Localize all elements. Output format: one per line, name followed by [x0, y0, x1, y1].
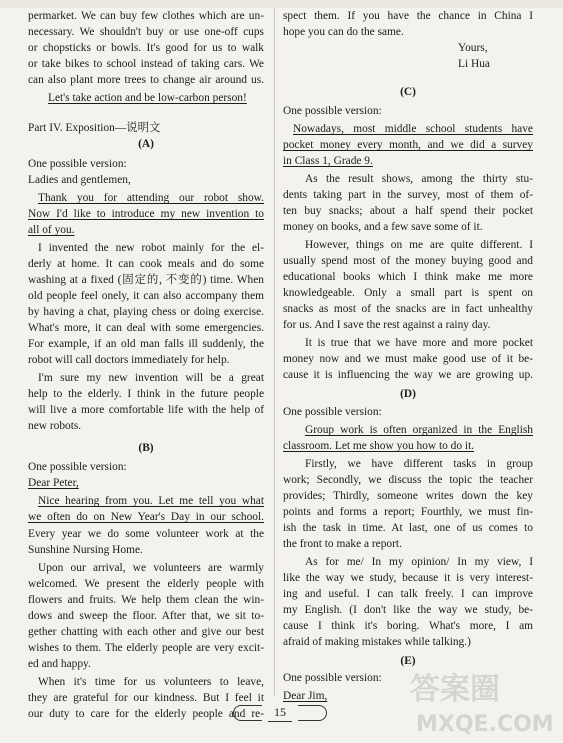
- left-column-line: One possible version:: [28, 158, 127, 170]
- left-column-line: When it's time for us volunteers to leave,: [38, 676, 264, 688]
- left-column-line: can also plant more trees to change air around us.: [28, 74, 264, 86]
- right-column-line: educational books which I think make me more: [283, 271, 533, 283]
- left-column-line: old people feel onely, it can also accompany them: [28, 290, 264, 302]
- right-column-line: for us. And I save the rest against a rainy day.: [283, 319, 491, 331]
- left-column-line: washing at a fixed (固定的, 不变的) time. When: [28, 274, 264, 286]
- right-column-line: ish the task in time. At last, one of us comes to: [283, 522, 533, 534]
- left-column-line: Every year we do some volunteer work at the: [28, 528, 264, 540]
- left-column-line: new robots.: [28, 420, 82, 432]
- left-column-line: For example, if an old man falls ill suddenly, the: [28, 338, 264, 350]
- right-column-line: (D): [400, 388, 416, 400]
- right-column-line: It is true that we have more and more pocket: [305, 337, 533, 349]
- left-column-line: welcomed. We present the elderly people with: [28, 578, 264, 590]
- watermark-text-cn: 答案圈: [410, 672, 500, 707]
- left-column-line: gether chatting with each other and give our best: [28, 626, 264, 638]
- right-column-line: (E): [400, 655, 416, 667]
- left-column-line: they are grateful for our kindness. But I feel it: [28, 692, 264, 704]
- left-column-line: Sunshine Nursing Home.: [28, 544, 143, 556]
- left-column-line: What's more, it can deal with some emergencies.: [28, 322, 264, 334]
- right-column-line: money now and we must make good use of it be-: [283, 353, 533, 365]
- right-column-line: Group work is often organized in the English: [305, 424, 533, 436]
- left-column-line: necessary. We shouldn't buy or use one-off cups: [28, 26, 264, 38]
- right-column-line: in Class 1, Grade 9.: [283, 155, 373, 167]
- left-column-line: by having a chat, playing chess or doing exercise.: [28, 306, 264, 318]
- right-column-line: As the result shows, among the thirty stu-: [305, 173, 533, 185]
- right-column-line: One possible version:: [283, 406, 382, 418]
- left-column-line: Dear Peter,: [28, 477, 79, 489]
- left-column-line: or take bikes to school instead of taking cars. We: [28, 58, 264, 70]
- right-column-line: afraid of making mistakes while talking.): [283, 636, 471, 648]
- right-column-line: snacks as most of the snacks are in fact unhealthy: [283, 303, 533, 315]
- left-column-line: permarket. We can buy few clothes which are un-: [28, 10, 264, 22]
- left-column-line: flowers and fruits. We help them clean the win-: [28, 594, 264, 606]
- right-column-line: work; Secondly, we discuss the topic the teacher: [283, 474, 533, 486]
- page-number: [233, 703, 327, 721]
- right-column-line: Firstly, we have different tasks in group: [305, 458, 533, 470]
- right-column-line: Dear Jim,: [283, 690, 328, 702]
- left-column-line: (A): [138, 138, 154, 150]
- left-column-line: Thank you for attending our robot show.: [38, 192, 264, 204]
- left-column-line: dows and sweep the floor. After that, we sit to-: [28, 610, 264, 622]
- right-column-line: Nowadays, most middle school students have: [293, 123, 533, 135]
- right-column-line: my English. (I don't like the way we study, be-: [283, 604, 533, 616]
- page-number-left-ornament: [233, 705, 262, 721]
- right-column-line: like the way we study, because it is very interest-: [283, 572, 533, 584]
- left-column-line: derly at home. It can cook meals and do some: [28, 258, 264, 270]
- right-column-line: the front to make a report.: [283, 538, 402, 550]
- top-edge-strip: [0, 0, 563, 8]
- left-column-line: I invented the new robot mainly for the el-: [38, 242, 264, 254]
- right-column-line: Yours,: [458, 42, 488, 54]
- right-column-line: However, things on me are quite different. I: [305, 239, 533, 251]
- left-column-line: wishes to them. The elderly people are very excit-: [28, 642, 264, 654]
- left-column-line: all of you.: [28, 224, 75, 236]
- left-column-line: will live a more comfortable life with the help of: [28, 404, 264, 416]
- left-column-line: Nice hearing from you. Let me tell you what: [38, 495, 264, 507]
- left-column-line: we often do on New Year's Day in our school.: [28, 511, 264, 523]
- left-column-line: or chopsticks or bowls. It's good for us to walk: [28, 42, 264, 54]
- right-column-line: usually spend most of the money buying good and: [283, 255, 533, 267]
- right-column-line: ten buy snacks; about a half spend their pocket: [283, 205, 533, 217]
- column-divider: [274, 8, 275, 696]
- right-column-line: classroom. Let me show you how to do it.: [283, 440, 475, 452]
- left-column-line: One possible version:: [28, 461, 127, 473]
- right-column-line: ing and useful. I can talk freely. I can improve: [283, 588, 533, 600]
- right-column-line: cause it is influencing the way we are growing up.: [283, 369, 533, 381]
- right-column-line: hope you can do the same.: [283, 26, 404, 38]
- page-number-value: 15: [268, 703, 292, 722]
- right-column-line: One possible version:: [283, 105, 382, 117]
- right-column-line: pocket money every month, and we did a survey: [283, 139, 533, 151]
- watermark-logo: [406, 665, 556, 737]
- right-column-line: provides; Thirdly, someone writes down the key: [283, 490, 533, 502]
- right-column-line: points and forms a report; Fourthly, we must fin-: [283, 506, 533, 518]
- left-column-line: I'm sure my new invention will be a great: [38, 372, 264, 384]
- page-number-right-ornament: [298, 705, 327, 721]
- right-column-line: (C): [400, 86, 416, 98]
- left-column-line: Part IV. Exposition—说明文: [28, 122, 161, 134]
- right-column-line: money on books, and a few save some of it.: [283, 221, 483, 233]
- left-column-line: robot will call doctors immediately for help.: [28, 354, 230, 366]
- right-column-line: spect them. If you have the chance in China I: [283, 10, 533, 22]
- right-column-line: One possible version:: [283, 672, 382, 684]
- left-column-line: Ladies and gentlemen,: [28, 174, 131, 186]
- left-column-line: Upon our arrival, we volunteers are warmly: [38, 562, 264, 574]
- right-column-line: cause I think it's boring. What's more, I am: [283, 620, 533, 632]
- right-column-line: dents taking part in the survey, most of them of-: [283, 189, 533, 201]
- left-column-line: our duty to care for the elderly people and re-: [28, 708, 264, 720]
- right-column-line: Li Hua: [458, 58, 490, 70]
- right-column-line: As for me/ In my opinion/ In my view, I: [305, 556, 533, 568]
- left-column-line: Let's take action and be low-carbon person!: [48, 92, 247, 104]
- right-column-line: knowledgeable. Only a small part is spent on: [283, 287, 533, 299]
- left-column-line: help to the elderly. I think in the future people: [28, 388, 264, 400]
- left-column-line: ed and happy.: [28, 658, 91, 670]
- left-column-line: Now I'd like to introduce my new invention to: [28, 208, 264, 220]
- watermark-text-url: MXQE.COM: [416, 712, 554, 737]
- left-column-line: (B): [138, 442, 154, 454]
